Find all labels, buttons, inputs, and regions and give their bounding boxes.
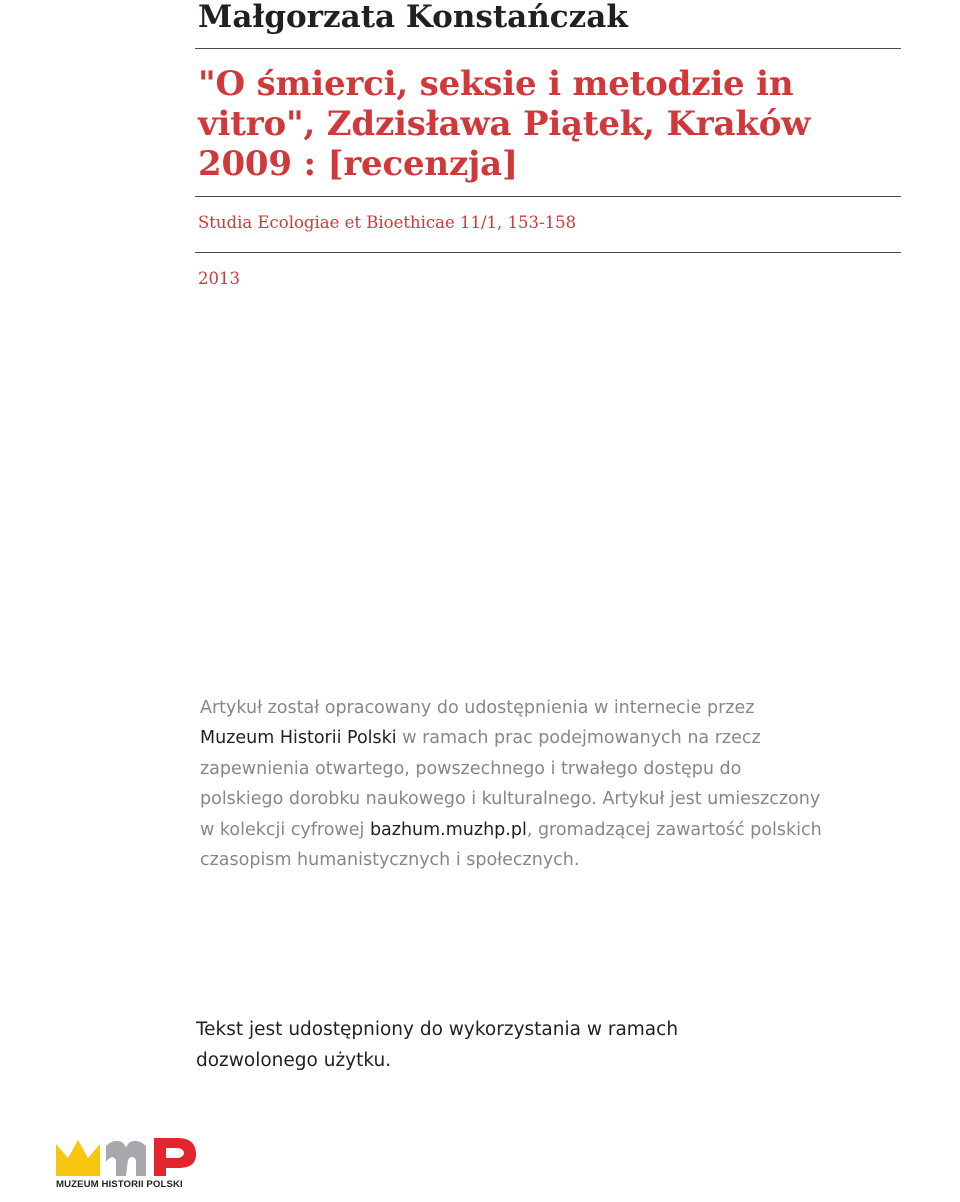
publication-year: 2013	[198, 269, 240, 288]
wings-icon	[106, 1141, 146, 1176]
author-name: Małgorzata Konstańczak	[198, 0, 628, 35]
logo-mark-icon	[54, 1134, 204, 1178]
journal-citation: Studia Ecologiae et Bioethicae 11/1, 153-158	[198, 213, 577, 232]
museum-logo	[54, 1134, 204, 1194]
collection-link[interactable]: bazhum.muzhp.pl	[369, 819, 527, 840]
usage-notice	[196, 1014, 816, 1076]
divider	[195, 252, 901, 253]
notice-line: polskiego dorobku naukowego i kulturalnego. Artykuł jest umieszczony	[200, 789, 821, 810]
notice-line	[200, 723, 900, 753]
organization-name: Muzeum Historii Polski	[200, 728, 397, 749]
notice-line: czasopism humanistycznych i społecznych.	[200, 850, 580, 871]
notice-text: , gromadzącej zawartość polskich	[526, 819, 822, 840]
usage-line: dozwolonego użytku.	[196, 1050, 392, 1071]
article-title: "O śmierci, seksie i metodzie in vitro", Zdzisława Piątek, Kraków 2009 : [recenzja]	[198, 64, 811, 184]
logo-text: MUZEUM HISTORII POLSKI	[56, 1179, 183, 1190]
p-letter-icon	[154, 1138, 196, 1176]
notice-text: w ramach prac podejmowanych na rzecz	[396, 728, 761, 749]
crown-icon	[56, 1140, 100, 1176]
notice-line: Artykuł został opracowany do udostępnienia w internecie przez	[200, 698, 755, 718]
divider	[195, 48, 901, 49]
divider	[195, 196, 901, 197]
usage-line: Tekst jest udostępniony do wykorzystania w ramach	[196, 1019, 679, 1040]
availability-notice	[200, 693, 900, 875]
notice-line: zapewnienia otwartego, powszechnego i trwałego dostępu do	[200, 758, 742, 779]
notice-line	[200, 815, 900, 845]
notice-text: w kolekcji cyfrowej	[200, 819, 370, 840]
